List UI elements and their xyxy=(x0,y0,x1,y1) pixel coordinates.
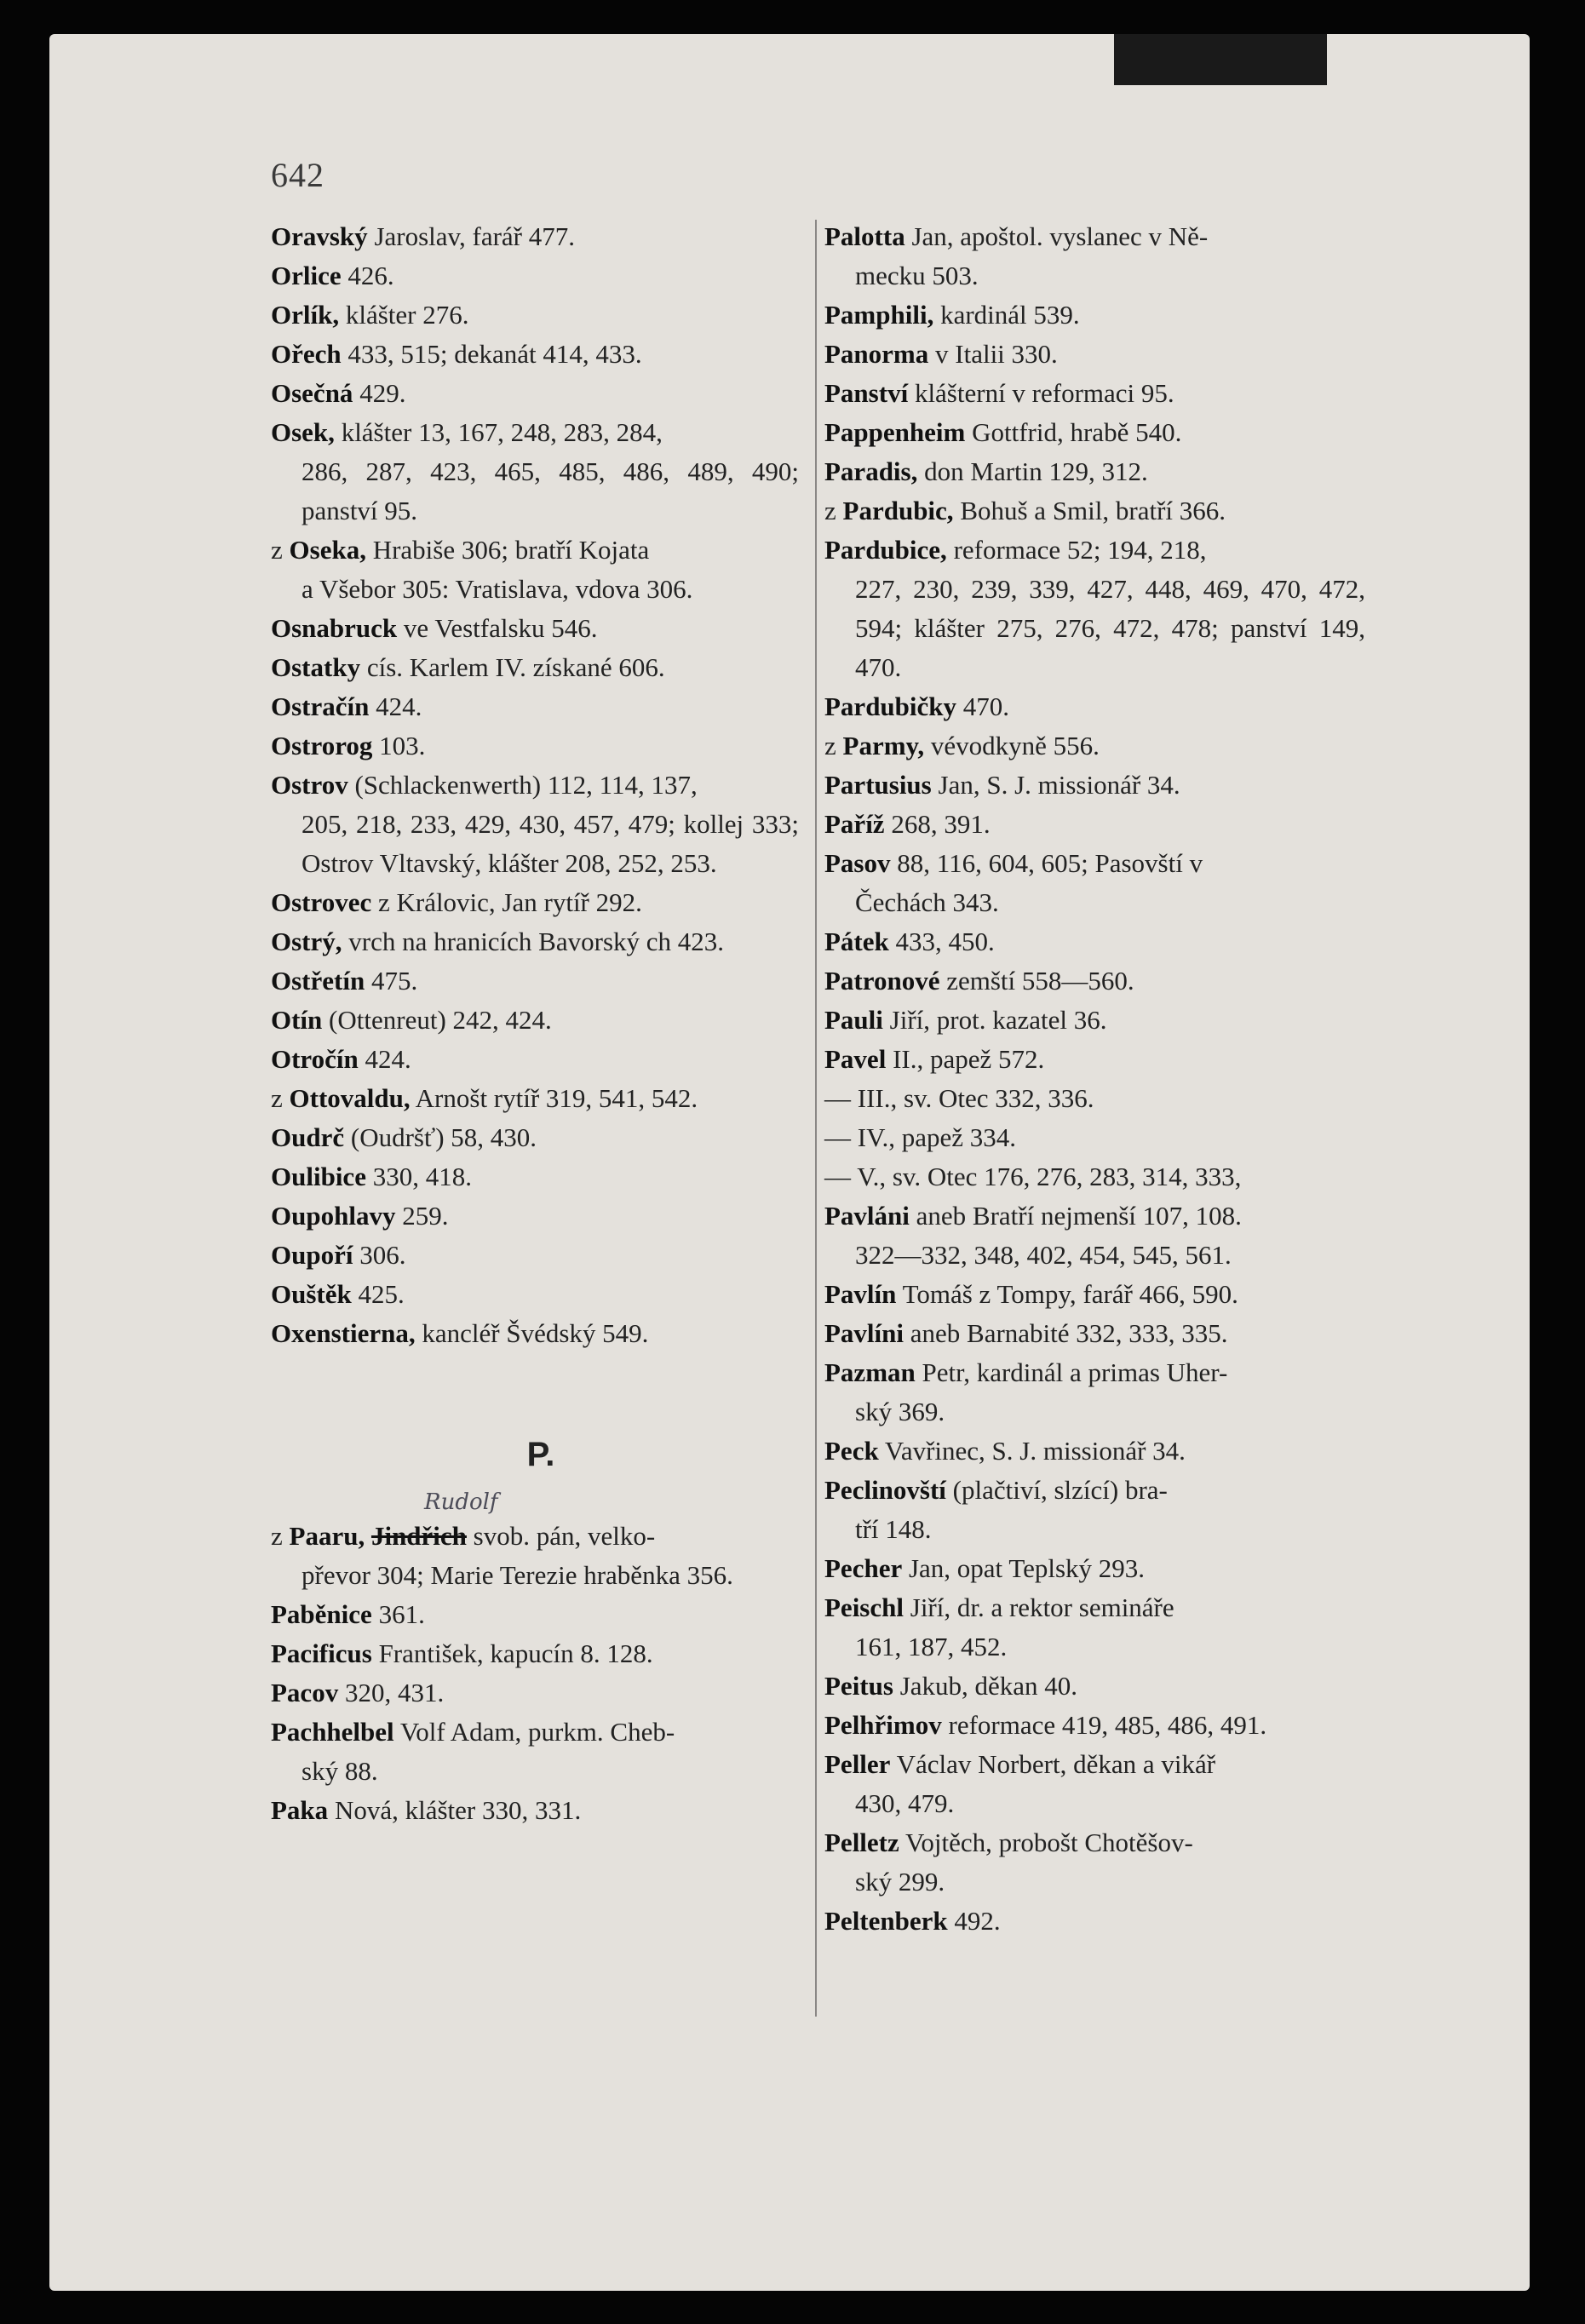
entry-prefix: z xyxy=(824,731,843,760)
index-entry xyxy=(271,922,799,961)
column-divider xyxy=(815,220,817,2017)
entry-headword: Pardubic, xyxy=(842,496,954,525)
entry-text: III., sv. Otec 332, 336. xyxy=(857,1083,1094,1113)
entry-text: klášterní v reformaci 95. xyxy=(908,378,1174,408)
entry-text: don Martin 129, 312. xyxy=(917,456,1148,486)
entry-text: (Oudršť) 58, 430. xyxy=(344,1122,537,1152)
index-entry xyxy=(824,687,1365,726)
entry-text: II., papež 572. xyxy=(886,1044,1045,1074)
entry-text: Jiří, prot. kazatel 36. xyxy=(882,1005,1107,1035)
entry-headword: Palotta xyxy=(824,221,905,251)
index-entry xyxy=(824,1196,1365,1275)
entry-text: (plačtiví, slzící) bra- xyxy=(945,1475,1168,1505)
index-entry xyxy=(271,1079,799,1118)
index-entry xyxy=(824,1118,1365,1157)
index-entry xyxy=(271,1634,799,1673)
entry-text: kancléř Švédský 549. xyxy=(415,1318,649,1348)
entry-continuation: 430, 479. xyxy=(855,1788,955,1818)
entry-text: V., sv. Otec 176, 276, 283, 314, 333, xyxy=(857,1162,1242,1191)
index-entry xyxy=(824,1471,1365,1549)
index-entry xyxy=(271,1196,799,1236)
entry-headword: Pecher xyxy=(824,1553,903,1583)
entry-text: aneb Barnabité 332, 333, 335. xyxy=(904,1318,1228,1348)
entry-text: vrch na hranicích Bavorský ch 423. xyxy=(342,927,725,956)
entry-text: z Královic, Jan rytíř 292. xyxy=(371,887,642,917)
entry-text: IV., papež 334. xyxy=(857,1122,1016,1152)
entry-headword: Oudrč xyxy=(271,1122,345,1152)
entry-text: Volf Adam, purkm. Cheb- xyxy=(393,1717,675,1747)
index-entry xyxy=(824,1823,1365,1902)
index-entry xyxy=(824,452,1365,491)
entry-headword: Ostrorog xyxy=(271,731,373,760)
entry-headword: Ottovaldu, xyxy=(289,1083,411,1113)
index-entry xyxy=(271,1713,799,1791)
entry-text: Václav Norbert, děkan a vikář xyxy=(890,1749,1216,1779)
right-column xyxy=(824,217,1365,1941)
entry-text: reformace 419, 485, 486, 491. xyxy=(941,1710,1267,1740)
entry-text: Gottfrid, hrabě 540. xyxy=(965,417,1182,447)
index-entry xyxy=(824,1275,1365,1314)
index-entry xyxy=(271,1275,799,1314)
index-entry xyxy=(824,805,1365,844)
entry-headword: Pauli xyxy=(824,1005,883,1035)
index-entry xyxy=(824,1353,1365,1432)
index-entry xyxy=(824,1745,1365,1823)
entry-headword: Oulibice xyxy=(271,1162,366,1191)
entry-text: klášter 13, 167, 248, 283, 284, xyxy=(334,417,663,447)
entry-text: aneb Bratří nejmenší 107, 108. xyxy=(909,1201,1242,1231)
entry-headword: Peltenberk xyxy=(824,1906,948,1936)
entry-headword: Otročín xyxy=(271,1044,359,1074)
entry-headword: Pavel xyxy=(824,1044,887,1074)
index-entry xyxy=(271,296,799,335)
entry-headword: Oseka, xyxy=(289,535,366,565)
index-entry xyxy=(271,335,799,374)
entry-headword: Pardubičky xyxy=(824,691,957,721)
entry-headword: Panorma xyxy=(824,339,929,369)
entry-headword: Pavlín xyxy=(824,1279,897,1309)
entry-headword: Panství xyxy=(824,378,909,408)
entry-continuation: 205, 218, 233, 429, 430, 457, 479; kollej 333; Ostrov Vltavský, klášter 208, 252, 253. xyxy=(301,809,799,878)
entry-headword: Oupoří xyxy=(271,1240,353,1270)
entry-text: 103. xyxy=(372,731,426,760)
entry-continuation: ský 88. xyxy=(301,1756,378,1786)
entry-continuation: ský 369. xyxy=(855,1397,945,1426)
entry-headword: Osečná xyxy=(271,378,353,408)
index-entry xyxy=(271,1314,799,1353)
entry-text: 433, 450. xyxy=(888,927,995,956)
index-entry xyxy=(824,531,1365,687)
entry-headword: Pátek xyxy=(824,927,889,956)
entry-headword: Peischl xyxy=(824,1592,904,1622)
entry-headword: Ořech xyxy=(271,339,342,369)
entry-text: 470. xyxy=(956,691,1010,721)
index-entry xyxy=(271,1673,799,1713)
entry-text: Nová, klášter 330, 331. xyxy=(328,1795,582,1825)
entry-headword: Otín xyxy=(271,1005,323,1035)
entry-headword: Ostřetín xyxy=(271,966,365,996)
entry-text: 306. xyxy=(353,1240,406,1270)
left-column xyxy=(271,217,799,1830)
entry-text: 330, 418. xyxy=(365,1162,472,1191)
index-entry xyxy=(824,1902,1365,1941)
entry-text: Arnošt rytíř 319, 541, 542. xyxy=(410,1083,698,1113)
entry-headword: Partusius xyxy=(824,770,932,800)
entry-headword: Peller xyxy=(824,1749,891,1779)
index-entry xyxy=(271,883,799,922)
entry-continuation: převor 304; Marie Terezie hraběnka 356. xyxy=(301,1560,733,1590)
entry-text: Petr, kardinál a primas Uher- xyxy=(915,1357,1228,1387)
entry-text: 429. xyxy=(353,378,406,408)
index-entry xyxy=(271,687,799,726)
index-entry xyxy=(271,766,799,883)
entry-headword: Ostrov xyxy=(271,770,348,800)
entry-text: Jiří, dr. a rektor semináře xyxy=(904,1592,1174,1622)
handwritten-note: Rudolf xyxy=(424,1489,498,1515)
entry-headword: Orlík, xyxy=(271,300,340,330)
entry-text: 433, 515; dekanát 414, 433. xyxy=(341,339,642,369)
index-entry xyxy=(271,1595,799,1634)
entry-prefix: — xyxy=(824,1122,858,1152)
entry-text: 492. xyxy=(947,1906,1001,1936)
index-entry xyxy=(271,1040,799,1079)
entry-headword: Ostatky xyxy=(271,652,361,682)
entry-continuation: 227, 230, 239, 339, 427, 448, 469, 470, 472, 594; klášter 275, 276, 472, 478; panství 149, 470. xyxy=(855,574,1365,682)
index-entry xyxy=(271,961,799,1001)
index-entry xyxy=(271,531,799,609)
entry-headword: Ostrovec xyxy=(271,887,372,917)
entry-text: (Schlackenwerth) 112, 114, 137, xyxy=(347,770,698,800)
index-entry xyxy=(271,1118,799,1157)
entry-text: 361. xyxy=(371,1599,425,1629)
entry-headword: Pelhřimov xyxy=(824,1710,942,1740)
index-entry xyxy=(824,1001,1365,1040)
index-entry xyxy=(824,844,1365,922)
entry-text: Jan, S. J. missionář 34. xyxy=(931,770,1180,800)
entry-prefix: z xyxy=(824,496,843,525)
struck-word: Jindřich xyxy=(370,1521,467,1551)
entry-continuation: 322—332, 348, 402, 454, 545, 561. xyxy=(855,1240,1232,1270)
entry-text: Jan, opat Teplský 293. xyxy=(902,1553,1146,1583)
index-entry xyxy=(271,1001,799,1040)
entry-headword: Oravský xyxy=(271,221,368,251)
entry-text: Jaroslav, farář 477. xyxy=(367,221,575,251)
entry-headword: Paběnice xyxy=(271,1599,372,1629)
entry-continuation: 161, 187, 452. xyxy=(855,1632,1008,1661)
entry-text: klášter 276. xyxy=(339,300,469,330)
entry-text: ve Vestfalsku 546. xyxy=(397,613,598,643)
entry-text: (Ottenreut) 242, 424. xyxy=(322,1005,552,1035)
index-entry xyxy=(824,296,1365,335)
index-entry xyxy=(271,1157,799,1196)
entry-text: 426. xyxy=(341,261,394,290)
entry-continuation: tří 148. xyxy=(855,1514,932,1544)
index-entry-paaru xyxy=(271,1517,799,1595)
entry-headword: Peitus xyxy=(824,1671,893,1701)
index-entry xyxy=(824,1040,1365,1079)
index-entry xyxy=(271,648,799,687)
entry-headword: Oupohlavy xyxy=(271,1201,396,1231)
index-entry xyxy=(824,922,1365,961)
entry-text: zemští 558—560. xyxy=(939,966,1134,996)
entry-text: 424. xyxy=(358,1044,411,1074)
index-entry xyxy=(271,256,799,296)
index-entry xyxy=(824,1549,1365,1588)
index-entry xyxy=(824,217,1365,296)
entry-text: František, kapucín 8. 128. xyxy=(371,1638,653,1668)
entry-continuation: 286, 287, 423, 465, 485, 486, 489, 490; panství 95. xyxy=(301,456,799,525)
index-entry xyxy=(824,1588,1365,1667)
entry-headword: Patronové xyxy=(824,966,940,996)
index-entry xyxy=(824,766,1365,805)
right-entries xyxy=(824,217,1365,1941)
index-entry xyxy=(824,961,1365,1001)
index-entry xyxy=(271,374,799,413)
entry-headword: Paaru, xyxy=(289,1521,365,1551)
entry-prefix: z xyxy=(271,1083,290,1113)
entry-text: 88, 116, 604, 605; Pasovští v xyxy=(890,848,1203,878)
index-entry xyxy=(824,1432,1365,1471)
entry-headword: Ouštěk xyxy=(271,1279,352,1309)
index-entry xyxy=(271,1236,799,1275)
entry-text: Tomáš z Tompy, farář 466, 590. xyxy=(896,1279,1238,1309)
entry-headword: Pachhelbel xyxy=(271,1717,394,1747)
index-entry xyxy=(271,413,799,531)
index-entry xyxy=(824,335,1365,374)
entry-text: 320, 431. xyxy=(338,1678,445,1707)
entry-headword: Pelletz xyxy=(824,1828,899,1857)
entry-text: Vavřinec, S. J. missionář 34. xyxy=(878,1436,1186,1466)
entry-continuation: a Všebor 305: Vratislava, vdova 306. xyxy=(301,574,693,604)
entry-text: 424. xyxy=(369,691,422,721)
entry-text: Jan, apoštol. vyslanec v Ně- xyxy=(904,221,1209,251)
index-entry xyxy=(824,374,1365,413)
index-entry xyxy=(271,1791,799,1830)
entry-headword: Ostrý, xyxy=(271,927,342,956)
entry-headword: Paka xyxy=(271,1795,329,1825)
entry-prefix: — xyxy=(824,1162,858,1191)
letter-heading: P. xyxy=(526,1436,555,1473)
index-entry xyxy=(271,726,799,766)
entry-text: Hrabiše 306; bratří Kojata xyxy=(365,535,650,565)
entry-headword: Pacov xyxy=(271,1678,339,1707)
entry-text: vévodkyně 556. xyxy=(924,731,1100,760)
index-entry xyxy=(271,217,799,256)
entry-text: kardinál 539. xyxy=(933,300,1080,330)
entry-text: v Italii 330. xyxy=(928,339,1058,369)
entry-headword: Osnabruck xyxy=(271,613,398,643)
entry-headword: Pavlíni xyxy=(824,1318,904,1348)
entry-text: Jakub, děkan 40. xyxy=(893,1671,1078,1701)
entry-headword: Parmy, xyxy=(842,731,925,760)
index-entry xyxy=(824,491,1365,531)
entry-headword: Peck xyxy=(824,1436,879,1466)
entry-continuation: mecku 503. xyxy=(855,261,979,290)
index-entry xyxy=(271,609,799,648)
entry-headword: Orlice xyxy=(271,261,342,290)
entry-text: reformace 52; 194, 218, xyxy=(946,535,1207,565)
entry-text: Bohuš a Smil, bratří 366. xyxy=(953,496,1226,525)
entry-text: Vojtěch, probošt Chotěšov- xyxy=(899,1828,1193,1857)
index-entry xyxy=(824,1667,1365,1706)
entry-text: svob. pán, velko- xyxy=(466,1521,656,1551)
entry-headword: Pacificus xyxy=(271,1638,372,1668)
entry-prefix: — xyxy=(824,1083,858,1113)
entry-text: 268, 391. xyxy=(884,809,991,839)
page-number: 642 xyxy=(271,156,324,194)
entry-headword: Ostračín xyxy=(271,691,370,721)
index-entry xyxy=(824,413,1365,452)
entry-text: 425. xyxy=(351,1279,405,1309)
entry-headword: Peclinovští xyxy=(824,1475,946,1505)
entry-text: 259. xyxy=(395,1201,449,1231)
left-entries-p xyxy=(271,1595,799,1830)
index-entry xyxy=(824,726,1365,766)
entry-headword: Paříž xyxy=(824,809,885,839)
entry-continuation: ský 299. xyxy=(855,1867,945,1896)
entry-headword: Osek, xyxy=(271,417,335,447)
entry-headword: Pasov xyxy=(824,848,891,878)
entry-continuation: Čechách 343. xyxy=(855,887,999,917)
index-entry xyxy=(824,1314,1365,1353)
entry-text: 475. xyxy=(365,966,418,996)
entry-headword: Pamphili, xyxy=(824,300,934,330)
entry-headword: Pazman xyxy=(824,1357,916,1387)
left-entries xyxy=(271,217,799,1353)
index-entry xyxy=(824,1706,1365,1745)
entry-prefix: z xyxy=(271,535,290,565)
index-entry xyxy=(824,1157,1365,1196)
entry-headword: Pavláni xyxy=(824,1201,910,1231)
entry-headword: Paradis, xyxy=(824,456,918,486)
entry-headword: Pardubice, xyxy=(824,535,947,565)
entry-prefix: z xyxy=(271,1521,290,1551)
entry-text: cís. Karlem IV. získané 606. xyxy=(360,652,665,682)
entry-headword: Pappenheim xyxy=(824,417,966,447)
entry-headword: Oxenstierna, xyxy=(271,1318,416,1348)
index-entry xyxy=(824,1079,1365,1118)
page-tab-mark xyxy=(1114,34,1327,85)
